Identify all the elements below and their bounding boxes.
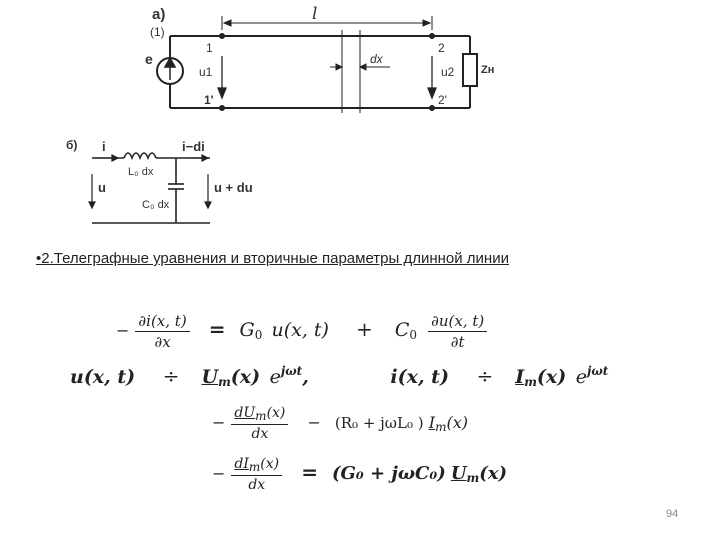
eq3-minus: − (212, 413, 226, 432)
eq1-plus: + (356, 317, 373, 341)
eq4-Um: U (450, 463, 467, 484)
node-1p-label: 1' (204, 93, 214, 107)
eq3-Im: I (428, 413, 436, 432)
current-out-label: i−di (182, 139, 205, 154)
source-emf-label: e (145, 51, 153, 67)
eq2-Im: I (515, 366, 525, 388)
node-1-label: 1 (206, 41, 213, 55)
eq3-num-text: dU (234, 405, 256, 421)
eq3-num-arg: (x) (266, 405, 286, 421)
eq2-correspondence-1: ÷ (162, 364, 180, 388)
eq4-Um-sub: m (466, 471, 480, 485)
eq4-num-text: dI (234, 456, 249, 472)
dx-label: dx (370, 52, 383, 66)
inductor-coil (124, 153, 156, 158)
voltage-in-label: u (98, 180, 106, 195)
eq1-c0-sub: 0 (409, 328, 418, 342)
eq1-g0-sub: 0 (254, 328, 263, 342)
eq2-exponent: jωt (280, 364, 303, 378)
equation-1 (116, 312, 487, 351)
eq2-i-xt: i(x, t) (390, 366, 449, 388)
figure-b-label: б) (66, 138, 78, 152)
eq2-Im-sub: m (524, 375, 537, 389)
eq1-lhs-denominator: ∂x (154, 333, 171, 351)
eq1-rhs-denominator: ∂t (450, 333, 465, 351)
eq1-lhs-fraction (135, 312, 189, 351)
eq2-Im-arg: (x) (536, 366, 567, 388)
load-label: Zн (481, 64, 495, 76)
section-heading: •2.Телеграфные уравнения и вторичные параметры длинной линии (36, 250, 509, 267)
voltage-in-arrow-head (89, 202, 95, 208)
eq2-Um: U (201, 366, 219, 388)
u1-label: u1 (199, 65, 213, 79)
inductance-label: L₀ dx (128, 166, 154, 178)
eq2-exp-base: e (269, 366, 281, 388)
eq1-g0: G (239, 319, 255, 341)
eq1-rhs-numerator: ∂u(x, t) (428, 312, 487, 332)
equation-2 (70, 364, 608, 389)
eq2-comma: , (302, 366, 309, 388)
eq3-fraction (231, 405, 288, 442)
eq2-Um-sub: m (218, 375, 231, 389)
voltage-out-label: u + du (214, 180, 253, 195)
eq2-exp-base-2: e (575, 366, 588, 388)
eq2-Um-arg: (x) (230, 366, 261, 388)
voltage-out-arrow-head (205, 202, 211, 208)
u2-label: u2 (441, 65, 455, 79)
current-in-label: i (102, 139, 106, 154)
eq3-Im-arg: (x) (446, 413, 468, 432)
eq4-expression: (G₀ + jωC₀) (331, 463, 446, 484)
eq4-equals: = (301, 460, 318, 484)
capacitance-label: C₀ dx (142, 199, 170, 211)
source-index-label: (1) (150, 25, 165, 39)
eq1-equals: = (208, 317, 226, 341)
figure-a-label: а) (152, 6, 166, 23)
eq2-correspondence-2: ÷ (476, 364, 494, 388)
eq4-numerator (231, 456, 282, 476)
eq4-fraction (231, 456, 282, 493)
eq3-equals: − (307, 413, 321, 432)
node-2-label: 2 (438, 41, 445, 55)
eq2-u-xt: u(x, t) (70, 366, 136, 388)
eq2-exponent-2: jωt (587, 364, 609, 378)
eq3-num-sub: m (255, 409, 267, 423)
current-in-arrow-head (112, 155, 118, 161)
eq1-g0-term: u(x, t) (271, 319, 329, 341)
eq1-lhs-numerator: ∂i(x, t) (135, 312, 189, 332)
eq4-denominator: dx (248, 477, 266, 493)
length-label: l (312, 4, 318, 24)
node-2p-label: 2' (438, 93, 447, 107)
eq4-minus: − (212, 464, 226, 483)
eq1-rhs-fraction (428, 312, 487, 351)
eq1-minus: − (116, 321, 130, 340)
eq3-Im-sub: m (435, 420, 447, 434)
eq4-num-arg: (x) (260, 456, 280, 472)
eq4-num-sub: m (248, 460, 261, 474)
eq3-denominator: dx (251, 426, 269, 442)
page-number: 94 (666, 508, 679, 520)
current-out-arrow-head (202, 155, 208, 161)
eq1-c0: C (394, 319, 410, 341)
eq3-expression: (R₀ + jωL₀ ) (334, 414, 424, 432)
equation-4 (212, 456, 507, 493)
equation-3 (212, 405, 468, 442)
eq3-numerator (231, 405, 288, 425)
eq4-Um-arg: (x) (479, 463, 508, 484)
